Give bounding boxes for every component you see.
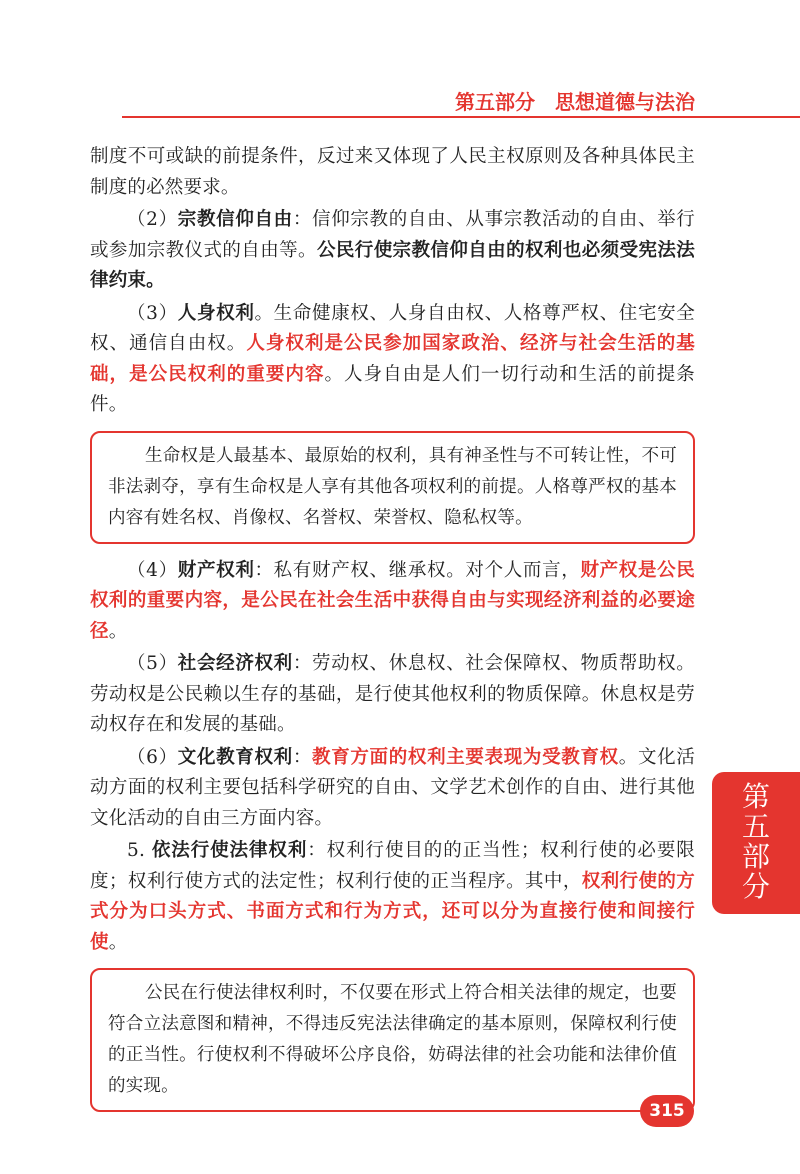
note-box-exercise-rights [90,968,695,1112]
paragraph-religious-freedom [90,205,695,297]
note-box-life-right [90,431,695,544]
item-tail: 。 [108,620,128,642]
paragraph-personal-rights [90,299,695,421]
item-separator: ： [292,746,313,768]
item-text: 。生命健康权、人身自由权、人格尊严权、住宅安全权、通信自由权。 [90,302,695,354]
side-tab-char: 分 [741,870,770,903]
item-term: 文化教育权利 [177,746,293,768]
item-tail: 。文化活动方面的权利主要包括科学研究的自由、文学艺术创作的自由、进行其他文化活动的自由三方面内容。 [90,746,696,829]
item-term: 人身权利 [177,302,255,324]
item-term: 宗教信仰自由 [177,209,293,230]
item-number: 5. [127,840,152,861]
page-number-badge: 315 [640,1095,694,1127]
paragraph-socioeconomic-rights [90,649,695,741]
item-number: （6） [127,746,178,768]
item-term: 依法行使法律权利 [151,840,308,861]
item-text: ：私有财产权、继承权。对个人而言， [254,559,581,581]
item-tail: 。 [108,931,128,953]
item-highlight: 权利行使的方式分为口头方式、书面方式和行为方式，还可以分为直接行使和间接行使 [90,870,695,953]
item-text: ：信仰宗教的自由、从事宗教活动的自由、举行或参加宗教仪式的自由等。 [90,209,696,261]
side-tab-char: 五 [741,810,770,843]
section-title: 第五部分 思想道德与法治 [455,90,695,114]
paragraph-continuation: 制度不可或缺的前提条件，反过来又体现了人民主权原则及各种具体民主制度的必然要求。 [90,146,695,198]
paragraph-education-rights [90,743,695,835]
item-text: ：劳动权、休息权、社会保障权、物质帮助权。劳动权是公民赖以生存的基础，是行使其他权利的物质保障。休息权是劳动权存在和发展的基础。 [90,653,696,735]
paragraph-property-rights [90,556,695,648]
item-highlight: 教育方面的权利主要表现为受教育权 [312,746,619,768]
item-tail: 。人身自由是人们一切行动和生活的前提条件。 [90,363,695,415]
item-highlight: 财产权是公民权利的重要内容，是公民在社会生活中获得自由与实现经济利益的必要途径 [90,559,696,642]
section-side-tab [712,772,800,914]
item-term: 社会经济权利 [177,653,293,674]
item-number: （2） [127,209,178,230]
item-number: （4） [127,559,178,581]
item-text: ：权利行使目的的正当性；权利行使的必要限度；权利行使方式的法定性；权利行使的正当程序。其中， [90,840,695,892]
item-number: （3） [127,302,178,324]
paragraph-exercise-rights [90,836,695,958]
note-text: 生命权是人最基本、最原始的权利，具有神圣性与不可转让性，不可非法剥夺，享有生命权是人享有其他各项权利的前提。人格尊严权的基本内容有姓名权、肖像权、名誉权、荣誉权、隐私权等。 [108,445,677,528]
item-bold-text: 公民行使宗教信仰自由的权利也必须受宪法法律约束。 [90,239,695,291]
page-content [90,142,695,1124]
item-highlight: 人身权利是公民参加国家政治、经济与社会生活的基础，是公民权利的重要内容 [90,333,695,385]
side-tab-char: 第 [741,780,770,813]
note-text: 公民在行使法律权利时，不仅要在形式上符合相关法律的规定，也要符合立法意图和精神，不得违反宪法法律确定的基本原则，保障权利行使的正当性。行使权利不得破坏公序良俗，妨碍法律的社会功能和法律价值的实现。 [108,983,677,1096]
side-tab-char: 部 [741,840,770,873]
page-header [122,80,800,118]
item-term: 财产权利 [177,559,255,581]
item-number: （5） [127,653,178,674]
